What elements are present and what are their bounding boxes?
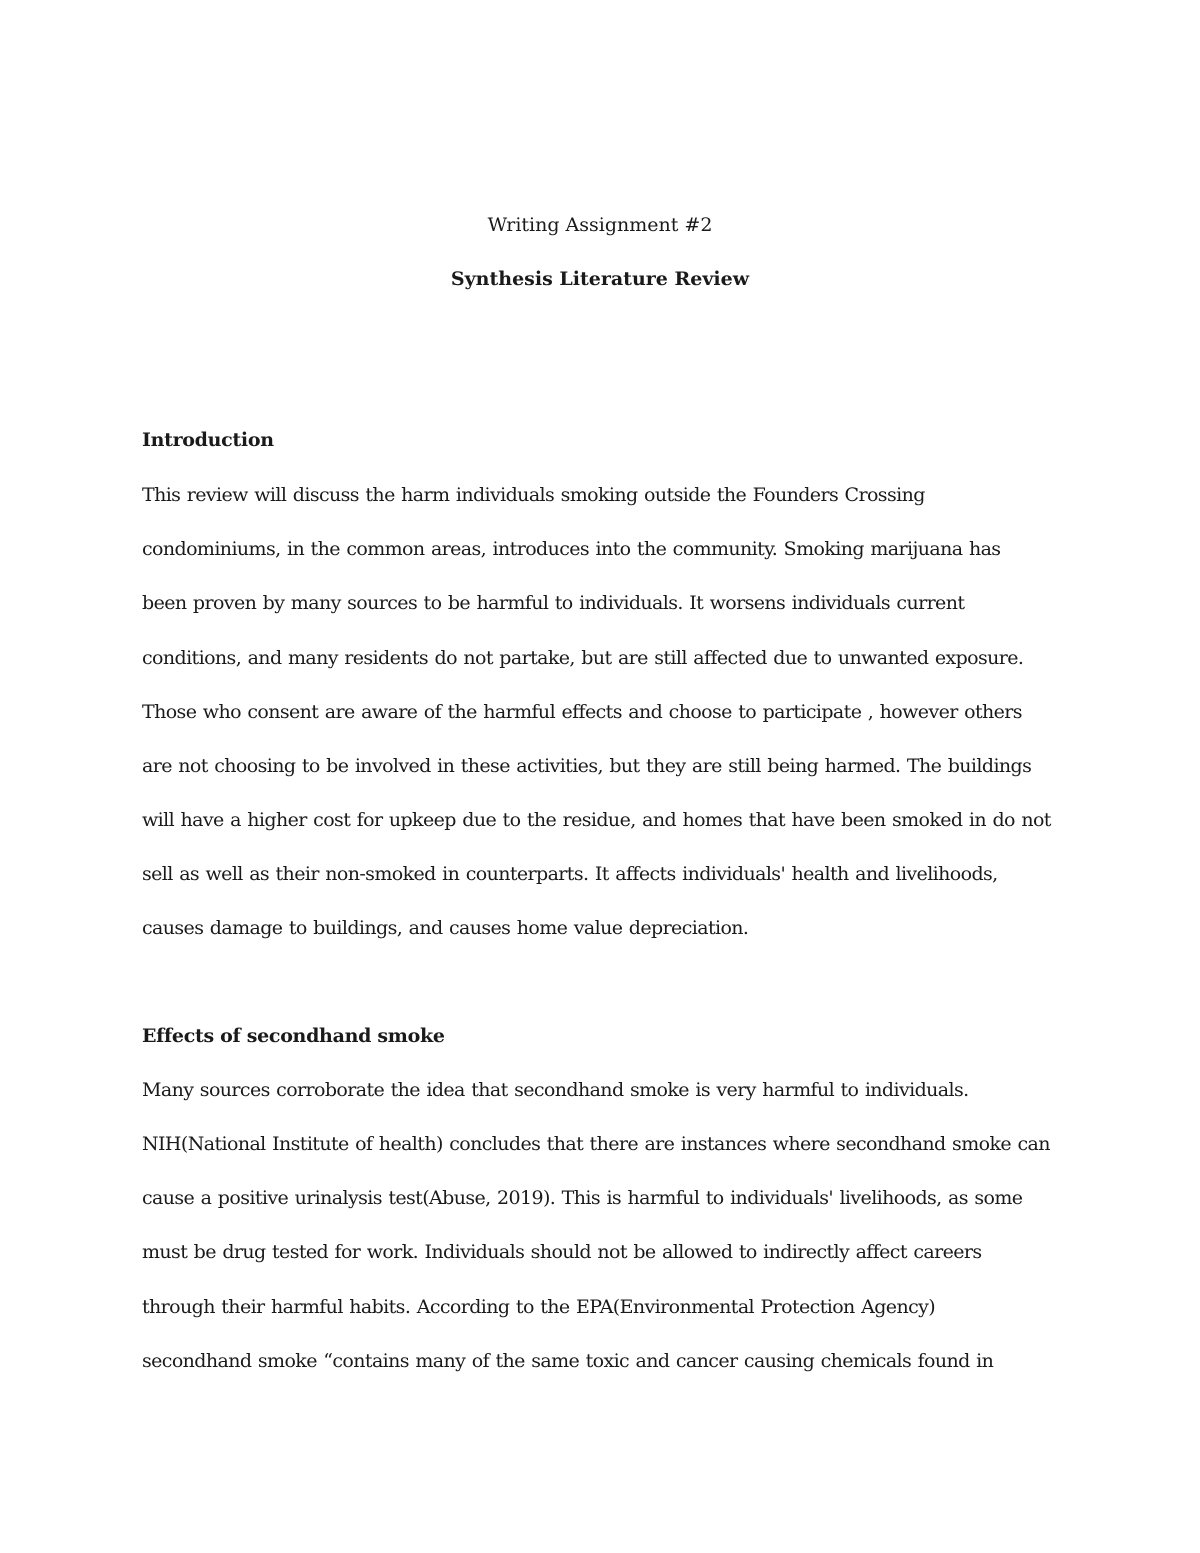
paragraph-line: condominiums, in the common areas, introduces into the community. Smoking marijuana has bbox=[142, 538, 1001, 560]
section-heading-secondhand-smoke: Effects of secondhand smoke bbox=[142, 1025, 445, 1047]
paragraph-line: causes damage to buildings, and causes home value depreciation. bbox=[142, 917, 749, 939]
paragraph-line: secondhand smoke “contains many of the same toxic and cancer causing chemicals found in bbox=[142, 1350, 994, 1372]
paragraph-line: must be drug tested for work. Individuals should not be allowed to indirectly affect careers bbox=[142, 1241, 982, 1263]
paragraph-line: are not choosing to be involved in these activities, but they are still being harmed. The buildings bbox=[142, 755, 1032, 777]
paragraph-line: through their harmful habits. According to the EPA(Environmental Protection Agency) bbox=[142, 1296, 936, 1318]
paragraph-line: This review will discuss the harm individuals smoking outside the Founders Crossing bbox=[142, 484, 925, 506]
paragraph-line: NIH(National Institute of health) concludes that there are instances where secondhand smoke can bbox=[142, 1133, 1050, 1155]
paragraph-line: Those who consent are aware of the harmful effects and choose to participate , however others bbox=[142, 701, 1022, 723]
paragraph-line: Many sources corroborate the idea that secondhand smoke is very harmful to individuals. bbox=[142, 1079, 969, 1101]
paragraph-line: conditions, and many residents do not partake, but are still affected due to unwanted exposure. bbox=[142, 647, 1024, 669]
paragraph-line: cause a positive urinalysis test(Abuse, 2019). This is harmful to individuals' livelihoods, as some bbox=[142, 1187, 1023, 1209]
paragraph-line: will have a higher cost for upkeep due to the residue, and homes that have been smoked in do not bbox=[142, 809, 1051, 831]
document-subtitle: Synthesis Literature Review bbox=[450, 268, 750, 290]
section-heading-introduction: Introduction bbox=[142, 429, 274, 451]
document-title: Writing Assignment #2 bbox=[487, 214, 713, 236]
paragraph-line: sell as well as their non-smoked in counterparts. It affects individuals' health and livelihoods, bbox=[142, 863, 998, 885]
paragraph-line: been proven by many sources to be harmful to individuals. It worsens individuals current bbox=[142, 592, 965, 614]
